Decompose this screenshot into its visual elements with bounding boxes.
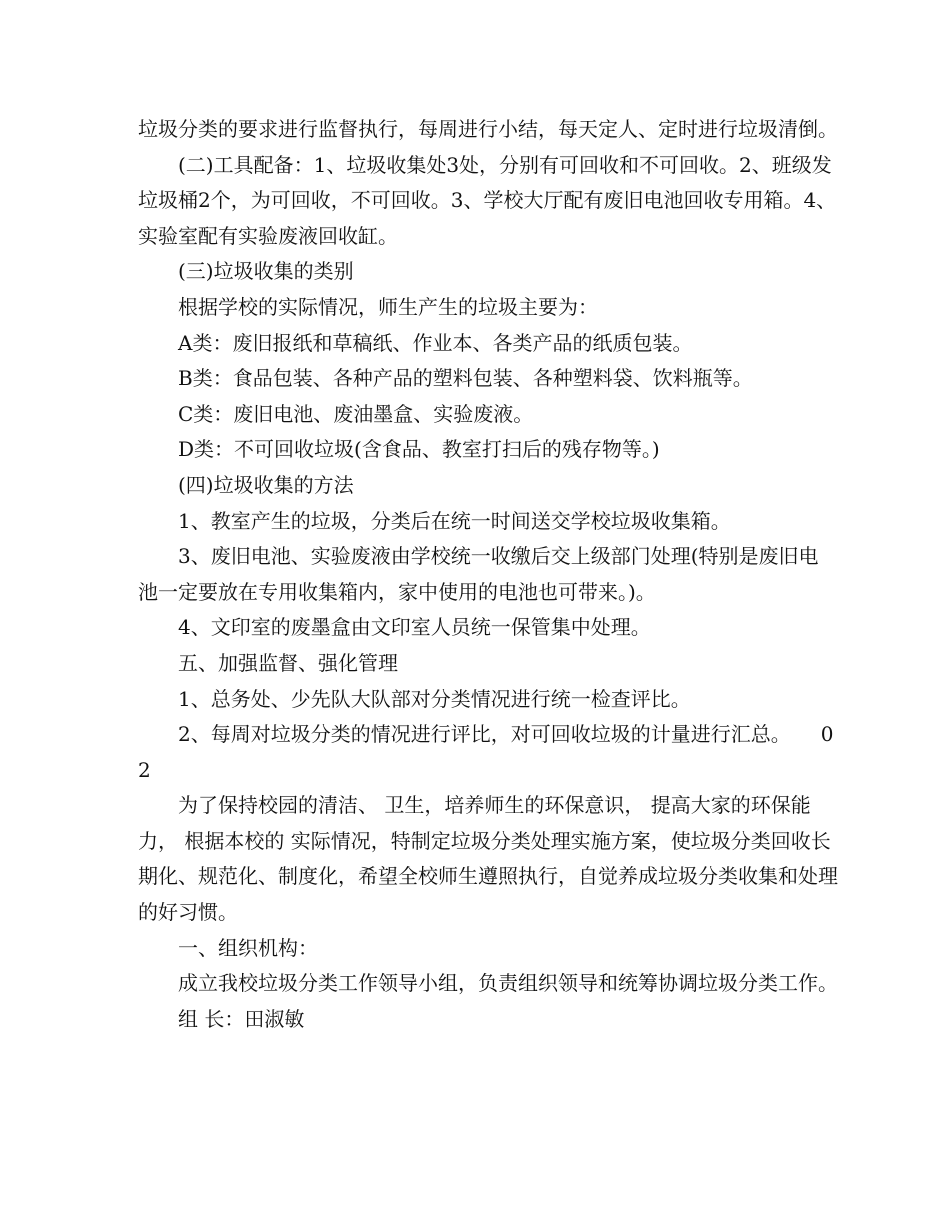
section-heading: (三)垃圾收集的类别 [178,259,354,284]
list-item: 1、总务处、少先队大队部对分类情况进行统一检查评比。 [178,686,691,711]
list-item: D类：不可回收垃圾(含食品、教室打扫后的残存物等。) [178,437,660,462]
list-item: 1、教室产生的垃圾，分类后在统一时间送交学校垃圾收集箱。 [178,508,731,533]
document-page [138,112,838,1037]
paragraph: 组 长：田淑敏 [178,1006,305,1031]
list-item: 3、废旧电池、实验废液由学校统一收缴后交上级部门处理(特别是废旧电池一定要放在专用收集箱内，家中使用的电池也可带来。)。 [138,544,819,604]
section-heading: (四)垃圾收集的方法 [178,472,354,497]
list-item: 2、每周对垃圾分类的情况进行评比，对可回收垃圾的计量进行汇总。 02 [138,722,834,782]
paragraph: 根据学校的实际情况，师生产生的垃圾主要为： [178,294,598,319]
paragraph: 成立我校垃圾分类工作领导小组，负责组织领导和统筹协调垃圾分类工作。 [178,971,838,996]
section-heading: 五、加强监督、强化管理 [178,650,398,675]
paragraph: 垃圾分类的要求进行监督执行，每周进行小结，每天定人、定时进行垃圾清倒。 [138,117,838,141]
paragraph: 为了保持校园的清洁、 卫生，培养师生的环保意识， 提高大家的环保能力， 根据本校的 实际情况，特制定垃圾分类处理实施方案，使垃圾分类回收长期化、规范化、制度化，希望全校师生遵照执行，自觉养成垃圾分类收集和处理的好习惯。 [138,793,838,925]
list-item: B类：食品包装、各种产品的塑料包装、各种塑料袋、饮料瓶等。 [178,366,753,391]
list-item: C类：废旧电池、废油墨盒、实验废液。 [178,401,534,426]
section-heading: 一、组织机构： [178,935,318,960]
paragraph: (二)工具配备：1、垃圾收集处3处，分别有可回收和不可回收。2、班级发垃圾桶2个，为可回收，不可回收。3、学校大厅配有废旧电池回收专用箱。4、实验室配有实验废液回收缸。 [138,152,837,248]
list-item: A类：废旧报纸和草稿纸、作业本、各类产品的纸质包装。 [178,330,693,355]
list-item: 4、文印室的废墨盒由文印室人员统一保管集中处理。 [178,615,651,640]
